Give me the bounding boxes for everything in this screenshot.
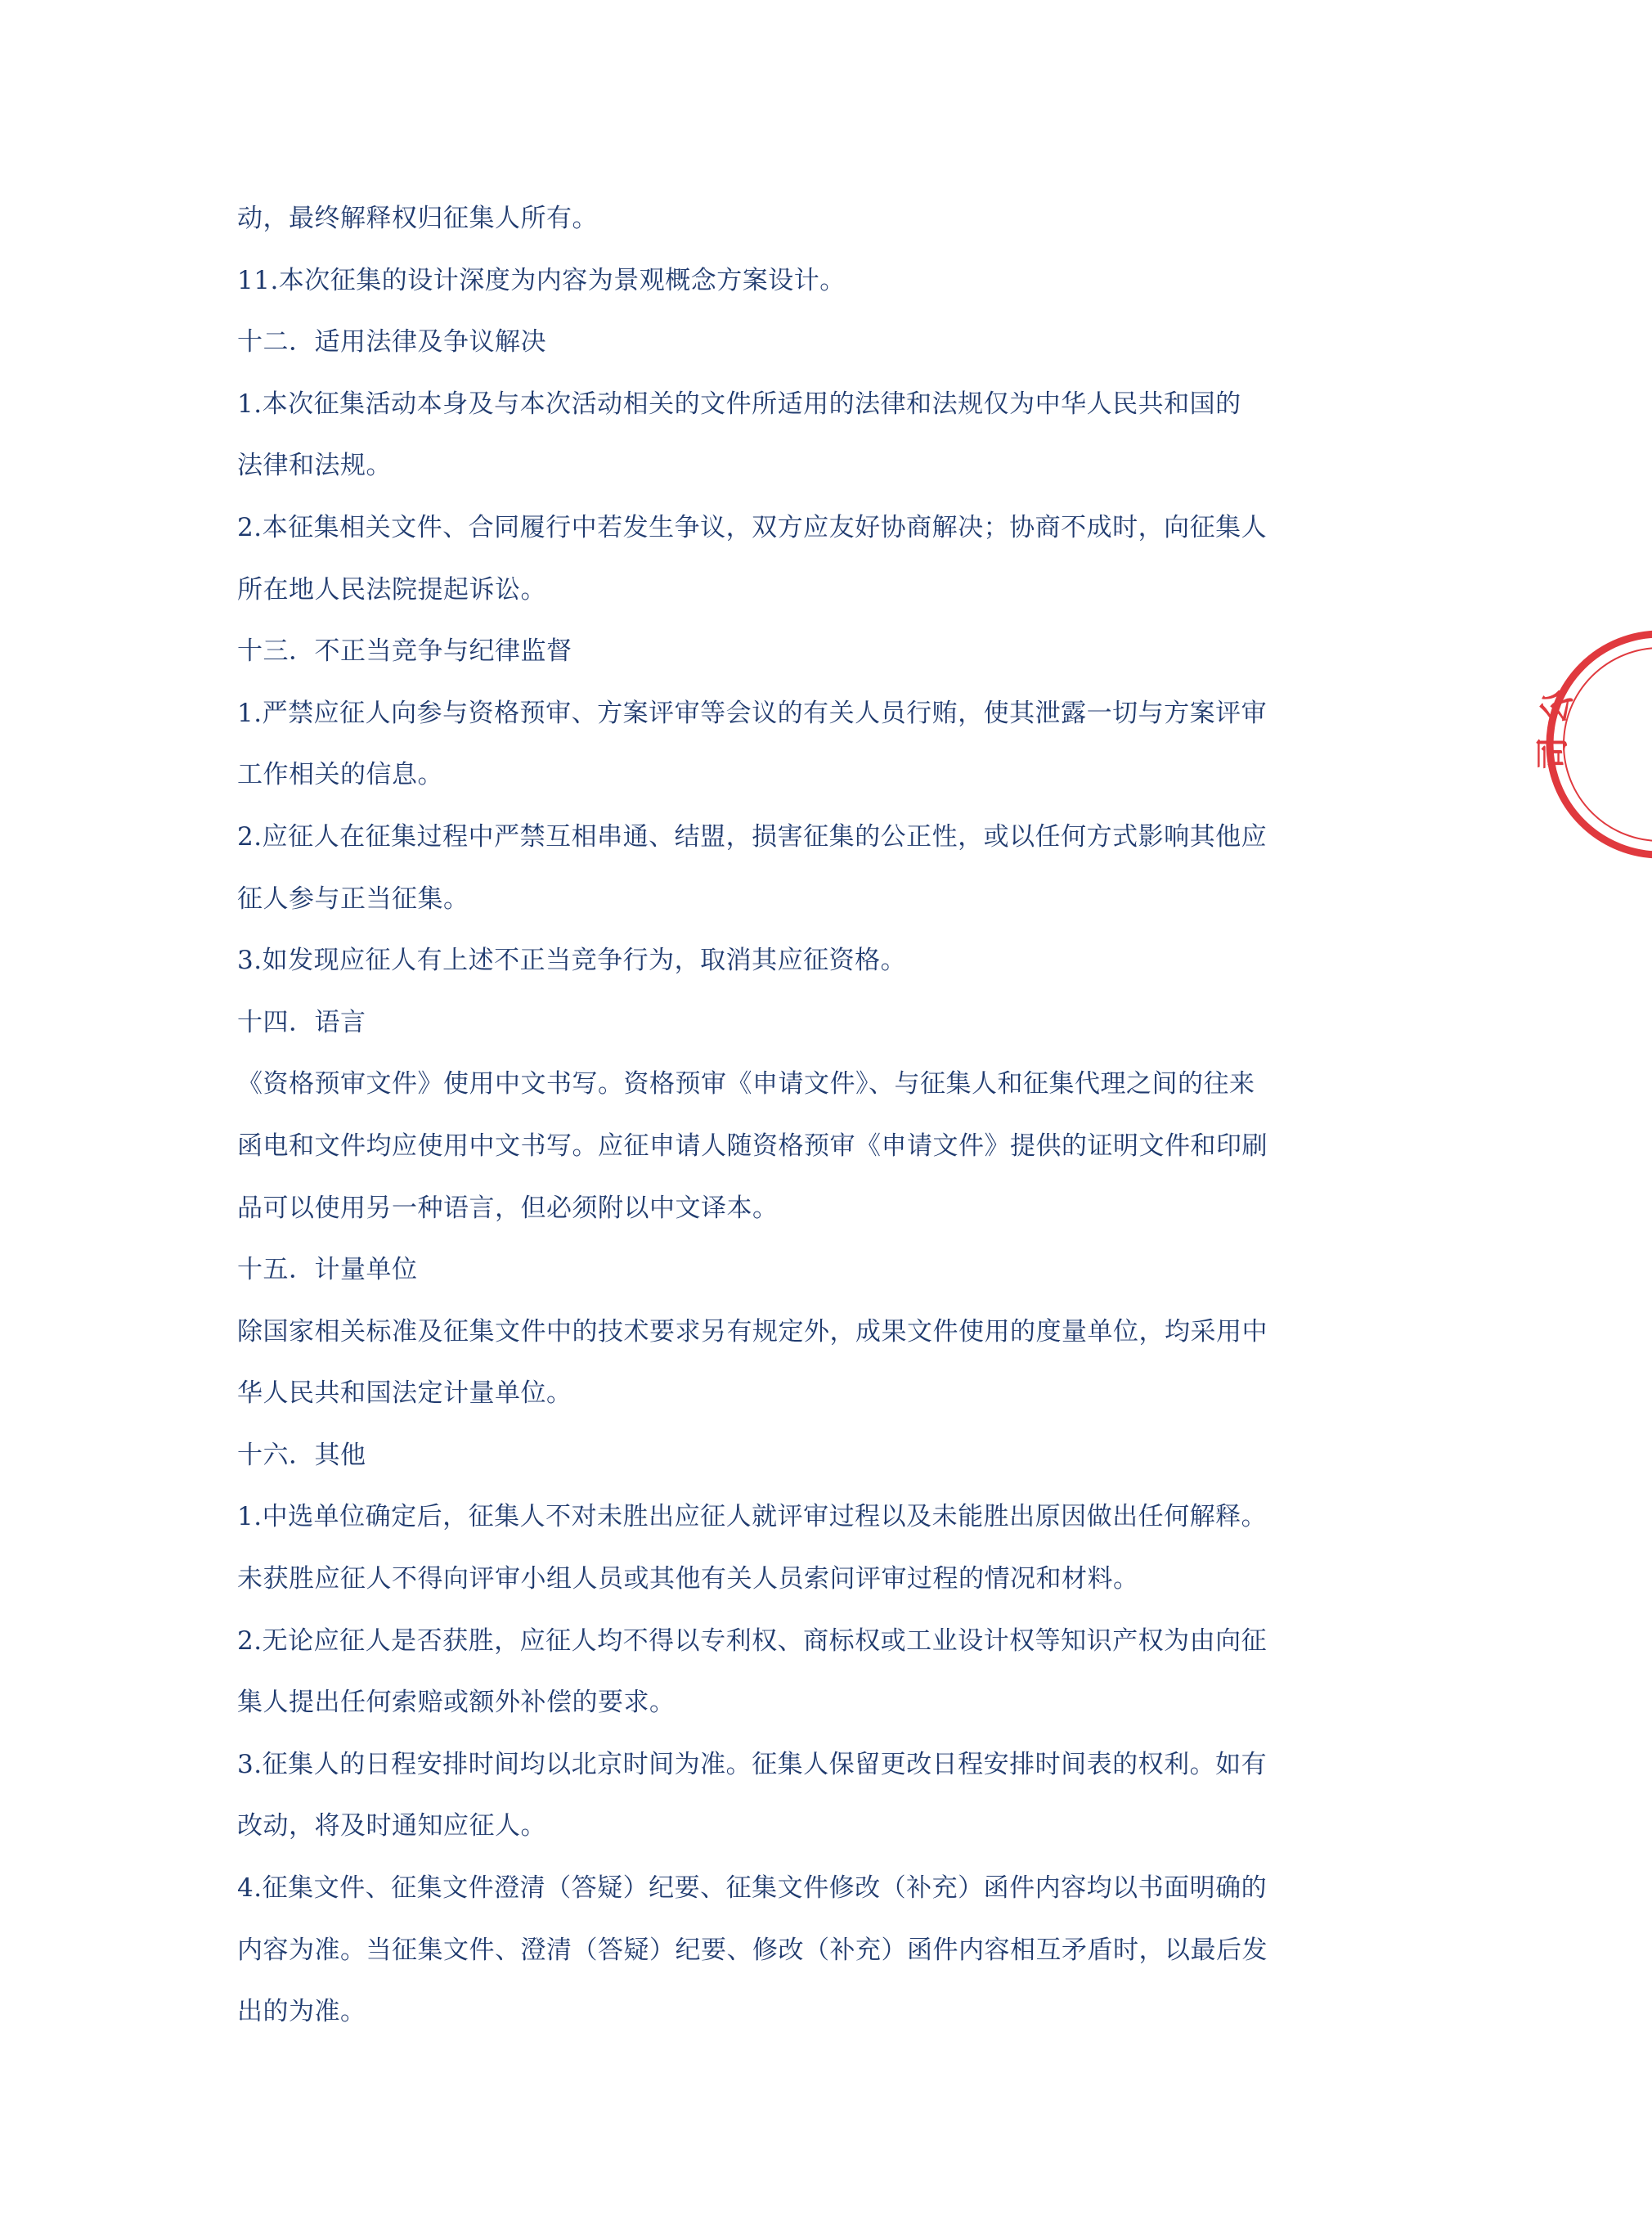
text-line: 华人民共和国法定计量单位。 [237,1378,572,1409]
text-line: 1.中选单位确定后，征集人不对未胜出应征人就评审过程以及未能胜出原因做出任何解释。 [237,1502,1268,1532]
text-line: 内容为准。当征集文件、澄清（答疑）纪要、修改（补充）函件内容相互矛盾时，以最后发 [237,1935,1268,1965]
text-line: 十二．适用法律及争议解决 [237,327,546,357]
company-seal [1521,622,1652,867]
text-line: 《资格预审文件》使用中文书写。资格预审《申请文件》、与征集人和征集代理之间的往来 [237,1069,1255,1099]
text-line: 法律和法规。 [237,451,392,481]
text-line: 十六．其他 [237,1440,366,1470]
text-line: 11.本次征集的设计深度为内容为景观概念方案设计。 [237,265,846,295]
text-line: 未获胜应征人不得向评审小组人员或其他有关人员索问评审过程的情况和材料。 [237,1564,1139,1594]
text-line: 改动，将及时通知应征人。 [237,1811,546,1841]
text-line: 出的为准。 [237,1997,366,2027]
document-body [237,188,1333,2043]
text-line: 1.本次征集活动本身及与本次活动相关的文件所适用的法律和法规仅为中华人民共和国的 [237,389,1241,419]
text-line: 函电和文件均应使用中文书写。应征申请人随资格预审《申请文件》提供的证明文件和印刷 [237,1131,1268,1161]
text-line: 3.如发现应征人有上述不正当竞争行为，取消其应征资格。 [237,946,907,976]
seal-char-2: 司 [1533,737,1572,770]
text-line: 十四．语言 [237,1007,366,1037]
seal-char-1: 公 [1533,685,1580,728]
text-line: 品可以使用另一种语言，但必须附以中文译本。 [237,1193,779,1223]
text-line: 2.应征人在征集过程中严禁互相串通、结盟，损害征集的公正性，或以任何方式影响其他应 [237,821,1268,852]
text-line: 1.严禁应征人向参与资格预审、方案评审等会议的有关人员行贿，使其泄露一切与方案评审 [237,698,1268,728]
text-line: 十五．计量单位 [237,1255,418,1285]
text-line: 征人参与正当征集。 [237,883,469,914]
text-line: 除国家相关标准及征集文件中的技术要求另有规定外，成果文件使用的度量单位，均采用中 [237,1316,1268,1347]
text-line: 2.本征集相关文件、合同履行中若发生争议，双方应友好协商解决；协商不成时，向征集人 [237,512,1268,542]
text-line: 工作相关的信息。 [237,760,443,790]
text-line: 4.征集文件、征集文件澄清（答疑）纪要、征集文件修改（补充）函件内容均以书面明确的 [237,1873,1268,1904]
text-line: 集人提出任何索赔或额外补偿的要求。 [237,1688,676,1718]
text-line: 3.征集人的日程安排时间均以北京时间为准。征集人保留更改日程安排时间表的权利。如有 [237,1749,1268,1779]
text-line: 2.无论应征人是否获胜，应征人均不得以专利权、商标权或工业设计权等知识产权为由向征 [237,1625,1268,1656]
text-line: 十三．不正当竞争与纪律监督 [237,636,572,667]
text-line: 动，最终解释权归征集人所有。 [237,204,598,233]
text-line: 所在地人民法院提起诉讼。 [237,574,546,605]
